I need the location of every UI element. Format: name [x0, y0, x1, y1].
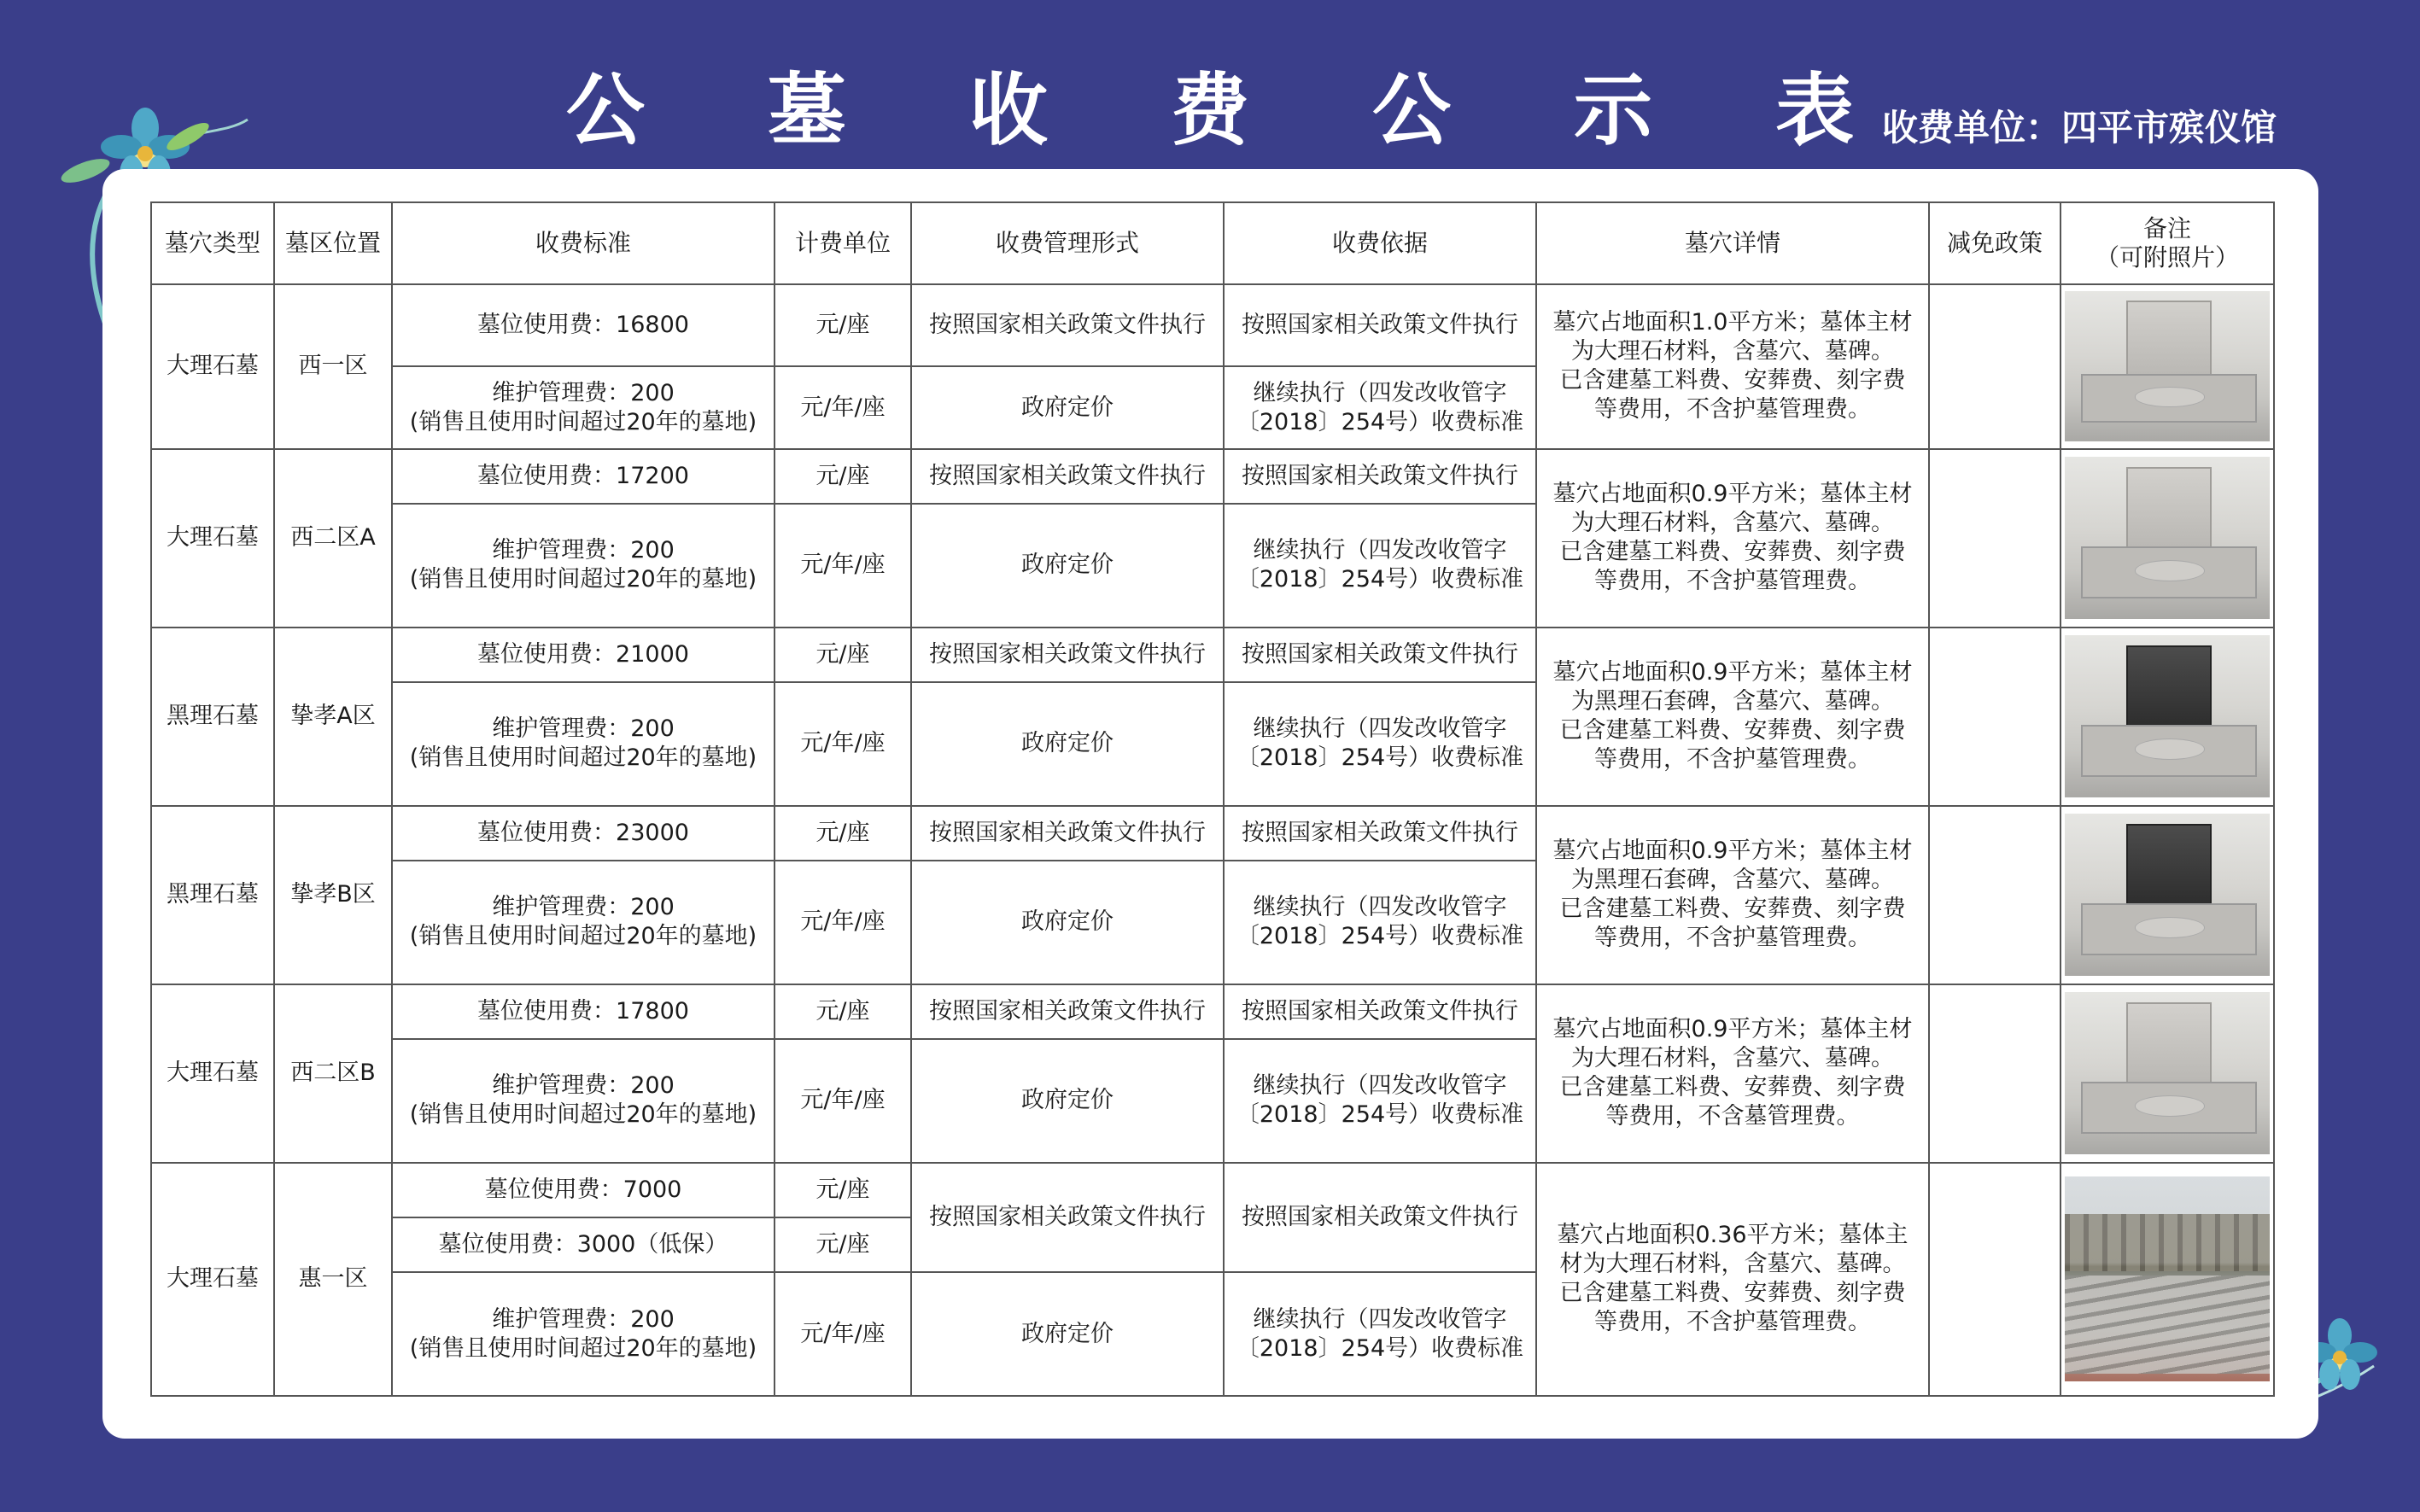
management-form-cell: 按照国家相关政策文件执行: [911, 1163, 1224, 1273]
management-form-cell: 按照国家相关政策文件执行: [911, 806, 1224, 861]
basis-cell: 继续执行（四发改收管字 〔2018〕254号）收费标准: [1224, 504, 1536, 628]
area-cell: 西二区A: [274, 449, 392, 628]
table-row: [151, 1163, 2274, 1217]
fee-cell: 墓位使用费：17200: [392, 449, 775, 504]
tomb-type-cell: 大理石墓: [151, 984, 274, 1163]
unit-cell: 元/年/座: [775, 861, 911, 984]
detail-cell: 墓穴占地面积0.9平方米；墓体主材 为大理石材料，含墓穴、墓碑。 已含建墓工料费、安葬费、刻字费 等费用，不含护墓管理费。: [1536, 449, 1929, 628]
marble-tomb-photo: [2065, 992, 2270, 1154]
management-form-cell: 政府定价: [911, 1039, 1224, 1163]
header-tomb-type: 墓穴类型: [151, 202, 274, 284]
exemption-cell: [1929, 806, 2061, 984]
unit-cell: 元/座: [775, 984, 911, 1039]
table-row: [151, 984, 2274, 1039]
management-form-cell: 政府定价: [911, 682, 1224, 806]
basis-cell: 继续执行（四发改收管字 〔2018〕254号）收费标准: [1224, 861, 1536, 984]
area-cell: 西二区B: [274, 984, 392, 1163]
unit-cell: 元/座: [775, 284, 911, 366]
basis-cell: 按照国家相关政策文件执行: [1224, 449, 1536, 504]
unit-cell: 元/年/座: [775, 1039, 911, 1163]
table-row: [151, 449, 2274, 504]
header-management-form: 收费管理形式: [911, 202, 1224, 284]
unit-cell: 元/座: [775, 449, 911, 504]
management-form-cell: 政府定价: [911, 861, 1224, 984]
fee-cell: 墓位使用费：23000: [392, 806, 775, 861]
area-cell: 挚孝A区: [274, 628, 392, 806]
maintenance-fee-cell: 维护管理费：200 (销售且使用时间超过20年的墓地): [392, 366, 775, 448]
basis-cell: 按照国家相关政策文件执行: [1224, 984, 1536, 1039]
tomb-type-cell: 黑理石墓: [151, 628, 274, 806]
header-basis: 收费依据: [1224, 202, 1536, 284]
fee-cell: 墓位使用费：21000: [392, 628, 775, 682]
unit-cell: 元/年/座: [775, 366, 911, 448]
basis-cell: 继续执行（四发改收管字 〔2018〕254号）收费标准: [1224, 1272, 1536, 1396]
photo-cell: [2061, 806, 2274, 984]
header-fee-standard: 收费标准: [392, 202, 775, 284]
header-area: 墓区位置: [274, 202, 392, 284]
unit-cell: 元/座: [775, 1163, 911, 1217]
marble-tomb-photo: [2065, 457, 2270, 619]
black-marble-tomb-photo: [2065, 635, 2270, 797]
charging-unit-label: 收费单位：四平市殡仪馆: [1881, 107, 2277, 149]
unit-cell: 元/年/座: [775, 504, 911, 628]
management-form-cell: 按照国家相关政策文件执行: [911, 284, 1224, 366]
management-form-cell: 按照国家相关政策文件执行: [911, 449, 1224, 504]
header-exemption: 减免政策: [1929, 202, 2061, 284]
header-billing-unit: 计费单位: [775, 202, 911, 284]
basis-cell: 继续执行（四发改收管字 〔2018〕254号）收费标准: [1224, 366, 1536, 448]
header-remark: 备注 （可附照片）: [2061, 202, 2274, 284]
maintenance-fee-cell: 维护管理费：200 (销售且使用时间超过20年的墓地): [392, 861, 775, 984]
basis-cell: 继续执行（四发改收管字 〔2018〕254号）收费标准: [1224, 1039, 1536, 1163]
exemption-cell: [1929, 449, 2061, 628]
unit-cell: 元/年/座: [775, 1272, 911, 1396]
management-form-cell: 政府定价: [911, 366, 1224, 448]
detail-cell: 墓穴占地面积0.9平方米；墓体主材 为大理石材料，含墓穴、墓碑。 已含建墓工料费、安葬费、刻字费 等费用，不含墓管理费。: [1536, 984, 1929, 1163]
photo-cell: [2061, 628, 2274, 806]
tomb-type-cell: 大理石墓: [151, 1163, 274, 1396]
photo-cell: [2061, 449, 2274, 628]
photo-cell: [2061, 984, 2274, 1163]
table-row: [151, 628, 2274, 682]
cemetery-field-photo: [2065, 1176, 2270, 1381]
detail-cell: 墓穴占地面积0.9平方米；墓体主材 为黑理石套碑，含墓穴、墓碑。 已含建墓工料费、安葬费、刻字费 等费用，不含护墓管理费。: [1536, 806, 1929, 984]
maintenance-fee-cell: 维护管理费：200 (销售且使用时间超过20年的墓地): [392, 1272, 775, 1396]
unit-cell: 元/年/座: [775, 682, 911, 806]
exemption-cell: [1929, 984, 2061, 1163]
tomb-type-cell: 黑理石墓: [151, 806, 274, 984]
detail-cell: 墓穴占地面积0.36平方米；墓体主 材为大理石材料，含墓穴、墓碑。 已含建墓工料费、安葬费、刻字费 等费用，不含护墓管理费。: [1536, 1163, 1929, 1396]
table-header-row: [151, 202, 2274, 284]
table-row: [151, 806, 2274, 861]
maintenance-fee-cell: 维护管理费：200 (销售且使用时间超过20年的墓地): [392, 682, 775, 806]
management-form-cell: 政府定价: [911, 504, 1224, 628]
fee-cell: 墓位使用费：16800: [392, 284, 775, 366]
unit-cell: 元/座: [775, 806, 911, 861]
fee-cell: 墓位使用费：17800: [392, 984, 775, 1039]
management-form-cell: 按照国家相关政策文件执行: [911, 984, 1224, 1039]
management-form-cell: 按照国家相关政策文件执行: [911, 628, 1224, 682]
exemption-cell: [1929, 628, 2061, 806]
photo-cell: [2061, 1163, 2274, 1396]
exemption-cell: [1929, 1163, 2061, 1396]
detail-cell: 墓穴占地面积0.9平方米；墓体主材 为黑理石套碑，含墓穴、墓碑。 已含建墓工料费、安葬费、刻字费 等费用，不含护墓管理费。: [1536, 628, 1929, 806]
area-cell: 西一区: [274, 284, 392, 449]
unit-cell: 元/座: [775, 1217, 911, 1272]
header-tomb-detail: 墓穴详情: [1536, 202, 1929, 284]
basis-cell: 按照国家相关政策文件执行: [1224, 284, 1536, 366]
black-marble-tomb-photo: [2065, 814, 2270, 976]
basis-cell: 按照国家相关政策文件执行: [1224, 628, 1536, 682]
detail-cell: 墓穴占地面积1.0平方米；墓体主材 为大理石材料，含墓穴、墓碑。 已含建墓工料费、安葬费、刻字费 等费用，不含护墓管理费。: [1536, 284, 1929, 449]
unit-cell: 元/座: [775, 628, 911, 682]
maintenance-fee-cell: 维护管理费：200 (销售且使用时间超过20年的墓地): [392, 1039, 775, 1163]
management-form-cell: 政府定价: [911, 1272, 1224, 1396]
tomb-type-cell: 大理石墓: [151, 449, 274, 628]
area-cell: 惠一区: [274, 1163, 392, 1396]
fee-table: [150, 201, 2275, 1397]
fee-cell: 墓位使用费：7000: [392, 1163, 775, 1217]
maintenance-fee-cell: 维护管理费：200 (销售且使用时间超过20年的墓地): [392, 504, 775, 628]
photo-cell: [2061, 284, 2274, 449]
area-cell: 挚孝B区: [274, 806, 392, 984]
fee-cell: 墓位使用费：3000（低保）: [392, 1217, 775, 1272]
marble-tomb-photo: [2065, 291, 2270, 441]
basis-cell: 按照国家相关政策文件执行: [1224, 1163, 1536, 1273]
exemption-cell: [1929, 284, 2061, 449]
tomb-type-cell: 大理石墓: [151, 284, 274, 449]
basis-cell: 按照国家相关政策文件执行: [1224, 806, 1536, 861]
basis-cell: 继续执行（四发改收管字 〔2018〕254号）收费标准: [1224, 682, 1536, 806]
table-row: [151, 284, 2274, 366]
page-title: 公 墓 收 费 公 示 表: [565, 65, 1903, 156]
